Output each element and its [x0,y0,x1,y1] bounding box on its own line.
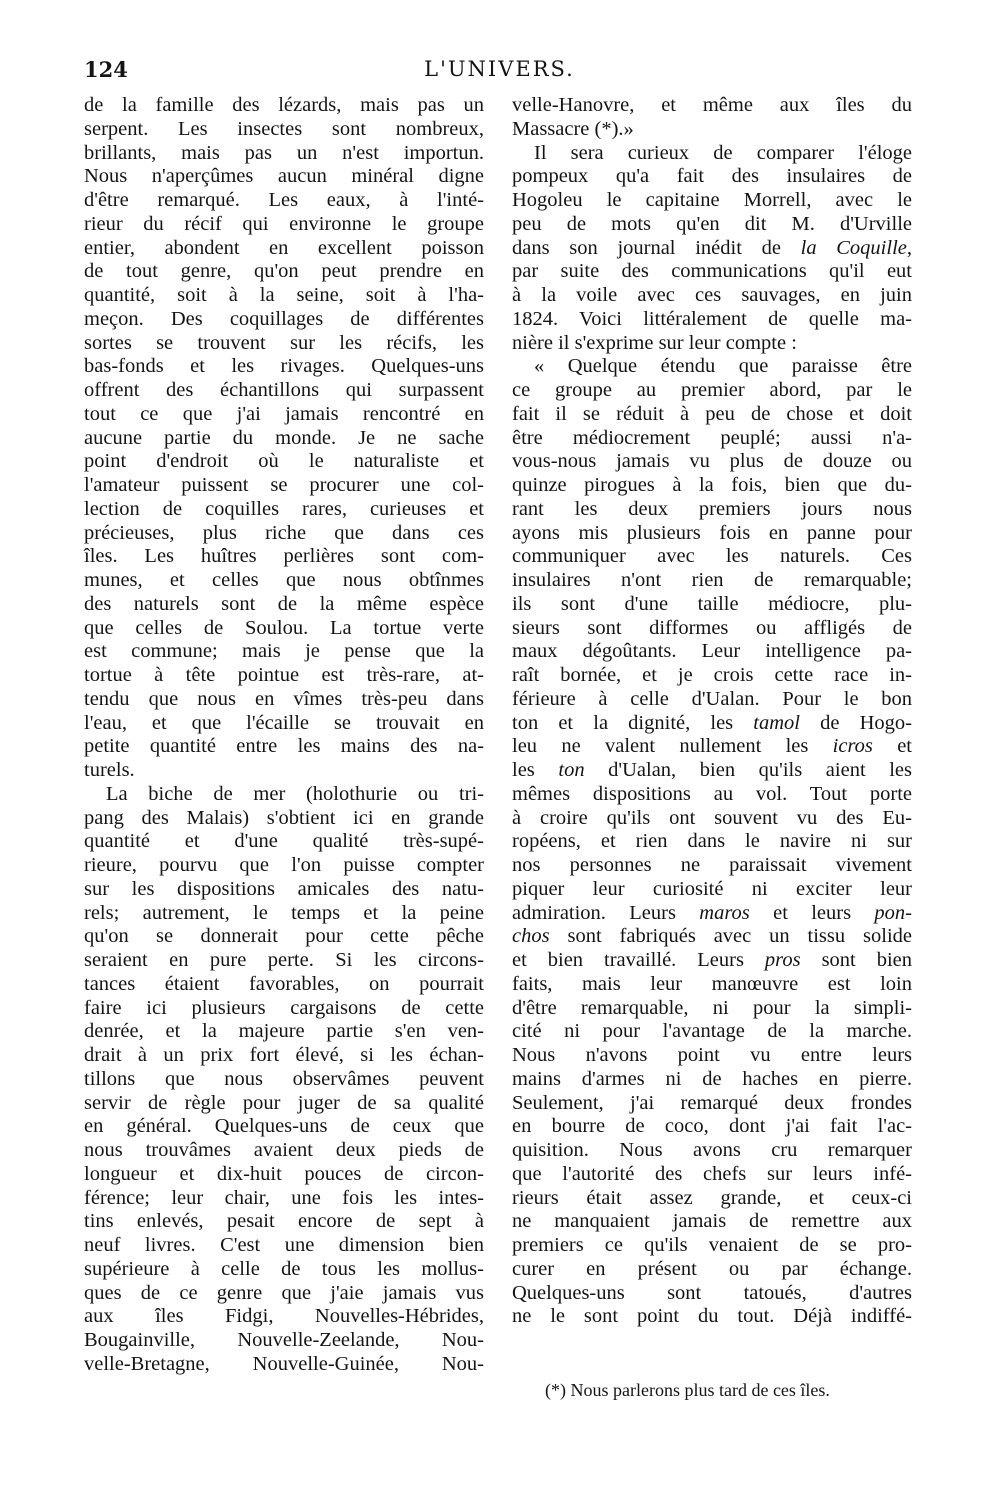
text-line: sur les dispositions amicales des natu- [84,877,484,900]
text-line: de tout genre, qu'on peut prendre en [84,260,484,283]
text-line: quantité, soit à la seine, soit à l'ha- [84,284,484,306]
text-line: servir de règle pour juger de sa qualité [84,1091,484,1114]
text-line: rieure, pourvu que l'on puisse compter [84,854,484,876]
text-line: supérieure à celle de tous les mollus- [84,1257,484,1280]
text-line: Seulement, j'ai remarqué deux frondes [512,1091,912,1114]
text-line: curer en présent ou par échange. [512,1257,912,1280]
text-line: Hogoleu le capitaine Morrell, avec le [512,189,912,211]
text-line: serpent. Les insectes sont nombreux, [84,117,484,140]
text-line: quisition. Nous avons cru remarquer [512,1139,912,1161]
text-line: rant les deux premiers jours nous [512,497,912,520]
text-line: faire ici plusieurs cargaisons de cette [84,996,484,1019]
text-line: mains d'armes ni de haches en pierre. [512,1067,912,1090]
text-line: tillons que nous observâmes peuvent [84,1067,484,1090]
text-line: cité ni pour l'avantage de la marche. [512,1020,912,1043]
text-line: îles. Les huîtres perlières sont com- [84,545,484,568]
text-line: ne manquaient jamais de remettre aux [512,1210,912,1233]
text-line: ce groupe au premier abord, par le [512,379,912,401]
running-title: L'UNIVERS. [424,57,575,81]
text-line: aucune partie du monde. Je ne sache [84,426,484,449]
text-line: les ton d'Ualan, bien qu'ils aient les [512,759,913,781]
text-line: férence; leur chair, une fois les intes- [84,1186,484,1209]
text-line: piquer leur curiosité ni exciter leur [512,877,912,900]
text-line: chos sont fabriqués avec un tissu solide [512,925,912,948]
text-line: tout ce que j'ai jamais rencontré en [84,402,484,425]
text-line: est commune; mais je pense que la [84,640,484,663]
text-line: premiers ce qu'ils venaient de se pro- [512,1234,912,1256]
text-line: fait il se réduit à peu de chose et doit [512,402,912,425]
text-line: 1824. Voici littéralement de quelle ma- [512,307,912,330]
text-line: en bourre de coco, dont j'ai fait l'ac- [512,1115,912,1138]
italic-term: pros [764,949,801,971]
text-line: que l'autorité des chefs sur leurs infé- [512,1162,912,1185]
italic-term: pon- [874,901,912,924]
text-line: ton et la dignité, les tamol de Hogo- [512,711,912,734]
text-line: rieurs était assez grande, et ceux-ci [512,1186,912,1209]
text-line: tortue à tête pointue est très-rare, at- [84,664,484,686]
text-line: « Quelque étendu que paraisse être [534,355,912,378]
text-line: ropéens, et rien dans le navire ni sur [512,830,912,853]
text-line: rieur du récif qui environne le groupe [84,212,484,235]
right-column [512,94,912,1329]
text-line: lection de coquilles rares, curieuses et [84,497,484,520]
text-line: en général. Quelques-uns de ceux que [84,1115,484,1138]
text-line: que celles de Soulou. La tortue verte [84,616,484,639]
text-line: maux dégoûtants. Leur intelligence pa- [512,640,912,663]
text-line: Bougainville, Nouvelle-Zeelande, Nou- [84,1329,484,1351]
text-line: ques de ce genre que j'aie jamais vus [84,1281,484,1304]
text-line: quinze pirogues à la fois, bien que du- [512,474,912,496]
left-column [84,94,484,1377]
text-line: de la famille des lézards, mais pas un [84,94,484,116]
text-line: tendu que nous en vîmes très-peu dans [84,687,484,710]
text-line: d'être remarquable, ni pour la simpli- [512,996,912,1019]
text-line: des naturels sont de la même espèce [84,592,484,615]
text-line: offrent des échantillons qui surpassent [84,379,484,401]
italic-term: tamol [753,711,800,734]
text-line: sieurs sont difformes ou affligés de [512,616,912,639]
text-line: La biche de mer (holothurie ou tri- [106,782,484,805]
text-line: d'être remarqué. Les eaux, à l'inté- [84,189,484,211]
text-line: longueur et dix-huit pouces de circon- [84,1162,484,1185]
text-line: communiquer avec les naturels. Ces [512,545,912,568]
text-line: tances étaient favorables, on pourrait [84,972,484,995]
page-number: 124 [84,57,128,82]
text-line: férieure à celle d'Ualan. Pour le bon [512,687,912,710]
italic-term: ton [558,759,585,781]
text-line: à la voile avec ces sauvages, en juin [512,284,912,306]
text-line: turels. [84,759,135,781]
text-line: aux îles Fidgi, Nouvelles-Hébrides, [84,1305,484,1328]
text-line: petite quantité entre les mains des na- [84,735,484,758]
text-line: munes, et celles que nous obtînmes [84,569,484,591]
text-line: velle-Bretagne, Nouvelle-Guinée, Nou- [84,1352,484,1375]
italic-term: maros [699,901,750,924]
text-line: nous trouvâmes avaient deux pieds de [84,1139,484,1161]
text-line: entier, abondent en excellent poisson [84,236,484,259]
text-line: Il sera curieux de comparer l'éloge [534,141,912,164]
text-line: nière il s'exprime sur leur compte : [512,331,797,354]
text-line: dans son journal inédit de la Coquille, [512,236,912,259]
text-line: Quelques-uns sont tatoués, d'autres [512,1281,912,1304]
text-line: tins enlevés, pesait encore de sept à [84,1210,484,1233]
text-line: précieuses, plus riche que dans ces [84,521,484,544]
footnote: (*) Nous parlerons plus tard de ces îles. [545,1380,830,1400]
text-line: peu de mots qu'en dit M. d'Urville [512,212,912,235]
text-line: qu'on se donnerait pour cette pêche [84,925,484,948]
text-line: être médiocrement peuplé; aussi n'a- [512,426,912,449]
text-line: Massacre (*).» [512,117,634,140]
text-line: vous-nous jamais vu plus de douze ou [512,450,912,473]
text-line: sortes se trouvent sur les récifs, les [84,331,484,354]
italic-term: icros [832,735,873,758]
text-line: nos personnes ne paraissait vivement [512,854,912,876]
text-line: neuf livres. C'est une dimension bien [84,1234,484,1256]
text-line: par suite des communications qu'il eut [512,260,912,283]
text-line: ils sont d'une taille médiocre, plu- [512,592,912,615]
text-line: point d'endroit où le naturaliste et [84,450,484,473]
text-line: meçon. Des coquillages de différentes [84,307,484,330]
text-line: pang des Malais) s'obtient ici en grande [84,806,484,829]
text-line: à croire qu'ils ont souvent vu des Eu- [512,806,912,829]
text-line: quantité et d'une qualité très-supé- [84,830,484,853]
text-line: l'amateur puissent se procurer une col- [84,474,484,496]
text-line: ne le sont point du tout. Déjà indiffé- [512,1305,912,1328]
text-line: drait à un prix fort élevé, si les échan- [84,1044,484,1066]
text-line: Nous n'avons point vu entre leurs [512,1044,912,1066]
text-line: faits, mais leur manœuvre est loin [512,972,912,995]
text-line: insulaires n'ont rien de remarquable; [512,569,912,591]
text-line: admiration. Leurs maros et leurs pon- [512,901,912,924]
text-line: velle-Hanovre, et même aux îles du [512,94,912,116]
text-line: denrée, et la majeure partie s'en ven- [84,1020,484,1043]
text-line: mêmes dispositions au vol. Tout porte [512,782,912,805]
text-line: brillants, mais pas un n'est importun. [84,141,484,164]
text-line: ayons mis plusieurs fois en panne pour [512,521,912,544]
text-line: seraient en pure perte. Si les circons- [84,949,484,971]
italic-term: la Coquille [800,236,907,259]
text-line: leu ne valent nullement les icros et [512,735,913,758]
text-line: bas-fonds et les rivages. Quelques-uns [84,355,484,378]
text-line: Nous n'aperçûmes aucun minéral digne [84,165,484,188]
text-line: pompeux qu'a fait des insulaires de [512,165,912,188]
text-line: l'eau, et que l'écaille se trouvait en [84,711,484,734]
text-line: et bien travaillé. Leurs pros sont bien [512,949,913,971]
text-line: raît bornée, et je crois cette race in- [512,664,912,686]
text-line: rels; autrement, le temps et la peine [84,901,484,924]
italic-term: chos [512,925,550,948]
